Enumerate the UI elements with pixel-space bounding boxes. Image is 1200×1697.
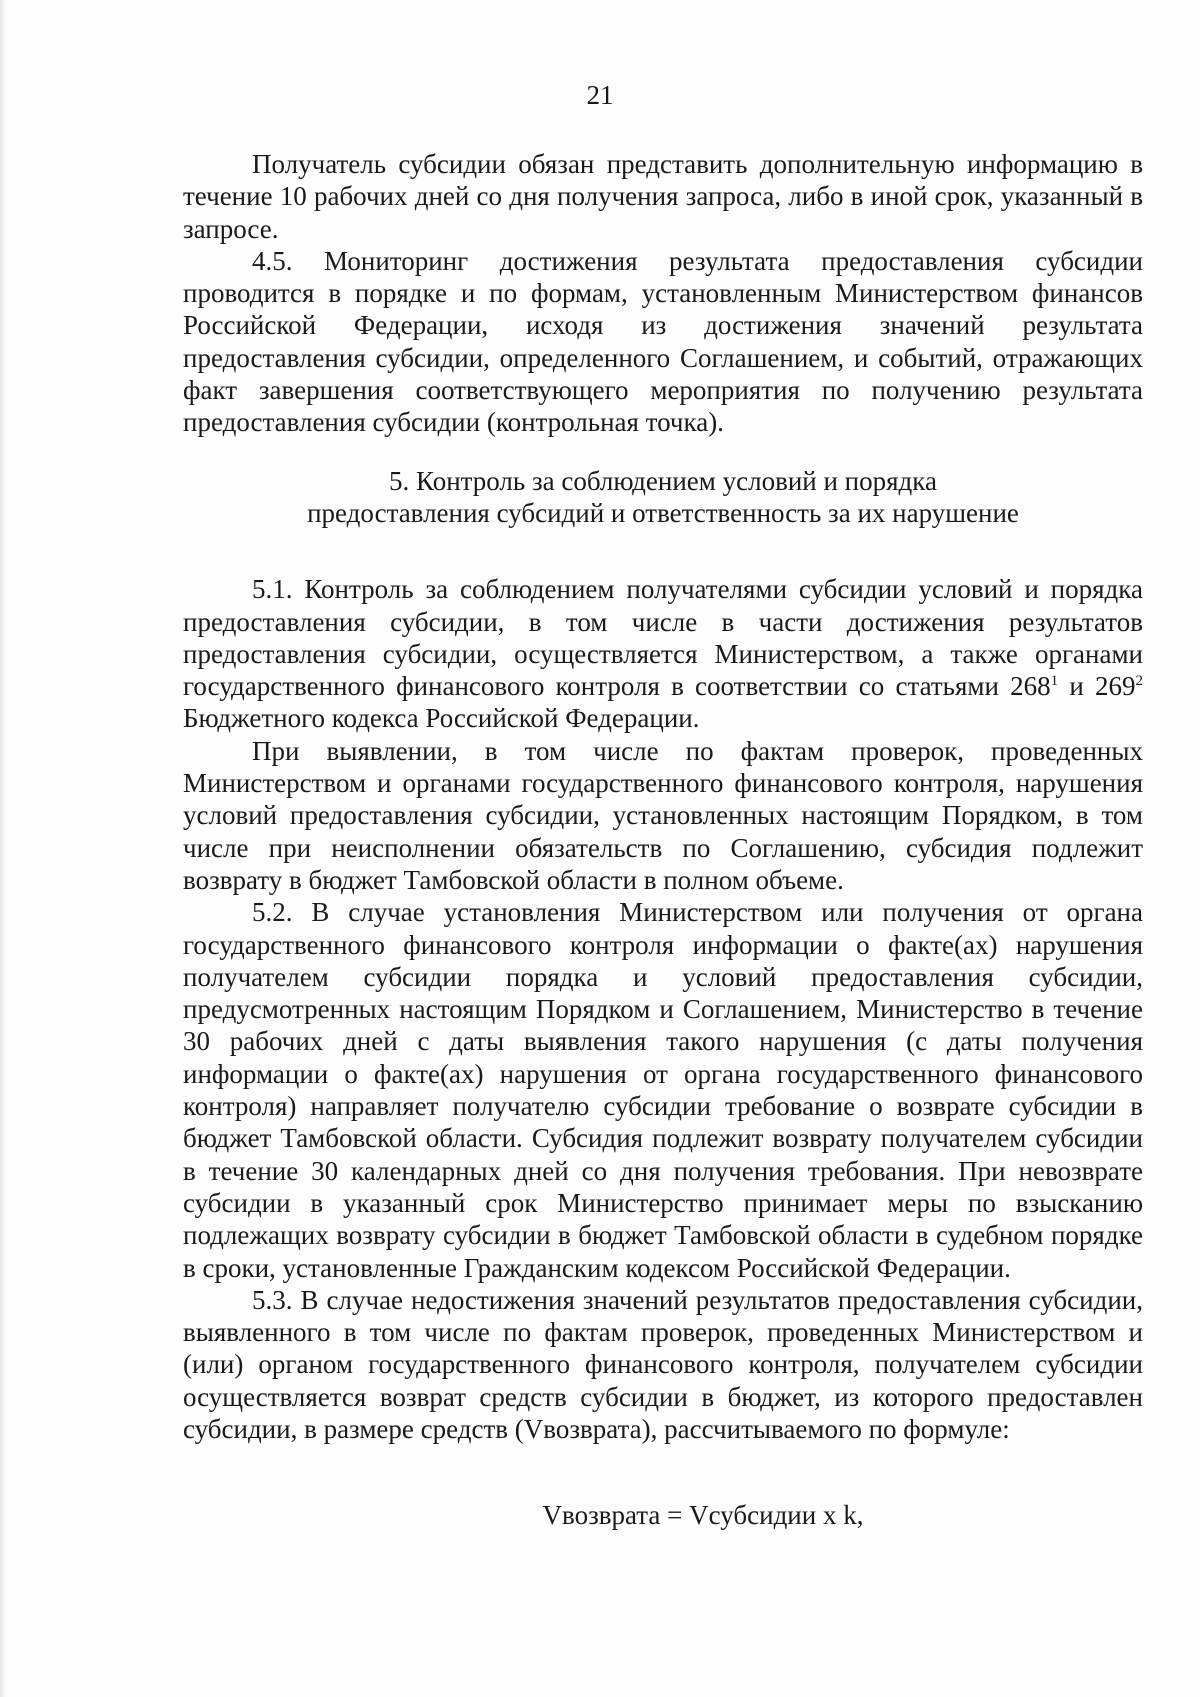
paragraph-4-5: 4.5. Мониторинг достижения результата предоставления субсидии проводится в порядке и по формам, установленным Министерством финансов Российской Федерации, исходя из достижения значений результата предоставления субсидии, определенного Соглашением, и событий, отражающих факт завершения соответствующего мероприятия по получению результата предоставления субсидии (контрольная точка). — [183, 245, 1143, 438]
page-number: 21 — [586, 80, 614, 110]
paragraph-5-1-text: 5.1. Контроль за соблюдением получателями субсидии условий и порядка предоставления субсидии, в том числе в части достижения результатов предоставления субсидии, осуществляется Министерством, а также органами государственного финансового контроля в соответствии со статьями 268 — [183, 574, 1143, 702]
scan-edge — [0, 0, 6, 1697]
return-formula: Vвозврата = Vсубсидии x k, — [542, 1500, 864, 1531]
paragraph-5-1 — [183, 573, 1143, 734]
paragraph-violations: При выявлении, в том числе по фактам проверок, проведенных Министерством и органами государственного финансового контроля, нарушения условий предоставления субсидии, установленных настоящим Порядком, в том числе при неисполнении обязательств по Соглашению, субсидия подлежит возврату в бюджет Тамбовской области в полном объеме. — [183, 735, 1143, 895]
paragraph-5-2: 5.2. В случае установления Министерством или получения от органа государственного финансового контроля информации о факте(ах) нарушения получателем субсидии порядка и условий предоставления субсидии, предусмотренных настоящим Порядком и Соглашением, Министерство в течение 30 рабочих дней с даты выявления такого нарушения (с даты получения информации о факте(ах) нарушения от органа государственного финансового контроля) направляет получателю субсидии требование о возврате субсидии в бюджет Тамбовской области. Субсидия подлежит возврату получателем субсидии в течение 30 календарных дней со дня получения требования. При невозврате субсидии в указанный срок Министерство принимает меры по взысканию подлежащих возврату субсидии в бюджет Тамбовской области в судебном порядке в сроки, установленные Гражданским кодексом Российской Федерации. — [183, 897, 1143, 1283]
paragraph-info-deadline: Получатель субсидии обязан представить дополнительную информацию в течение 10 рабочих дней со дня получения запроса, либо в иной срок, указанный в запросе. — [183, 149, 1143, 244]
section-5-heading-line1: 5. Контроль за соблюдением условий и порядка — [389, 465, 937, 496]
paragraph-5-1-end: Бюджетного кодекса Российской Федерации. — [183, 703, 700, 734]
section-5-heading-line2: предоставления субсидий и ответственность за их нарушение — [307, 497, 1019, 528]
paragraph-5-1-and: и 269 — [1058, 671, 1136, 702]
superscript-2: 2 — [1135, 673, 1143, 690]
document-body — [183, 148, 1143, 1532]
section-5-heading — [183, 465, 1143, 530]
superscript-1: 1 — [1050, 673, 1059, 690]
paragraph-5-3: 5.3. В случае недостижения значений результатов предоставления субсидии, выявленного в том числе по фактам проверок, проведенных Министерством и (или) органом государственного финансового контроля, получателем субсидии осуществляется возврат средств субсидии в бюджет, из которого предоставлен субсидии, в размере средств (Vвозврата), рассчитываемого по формуле: — [183, 1284, 1143, 1444]
